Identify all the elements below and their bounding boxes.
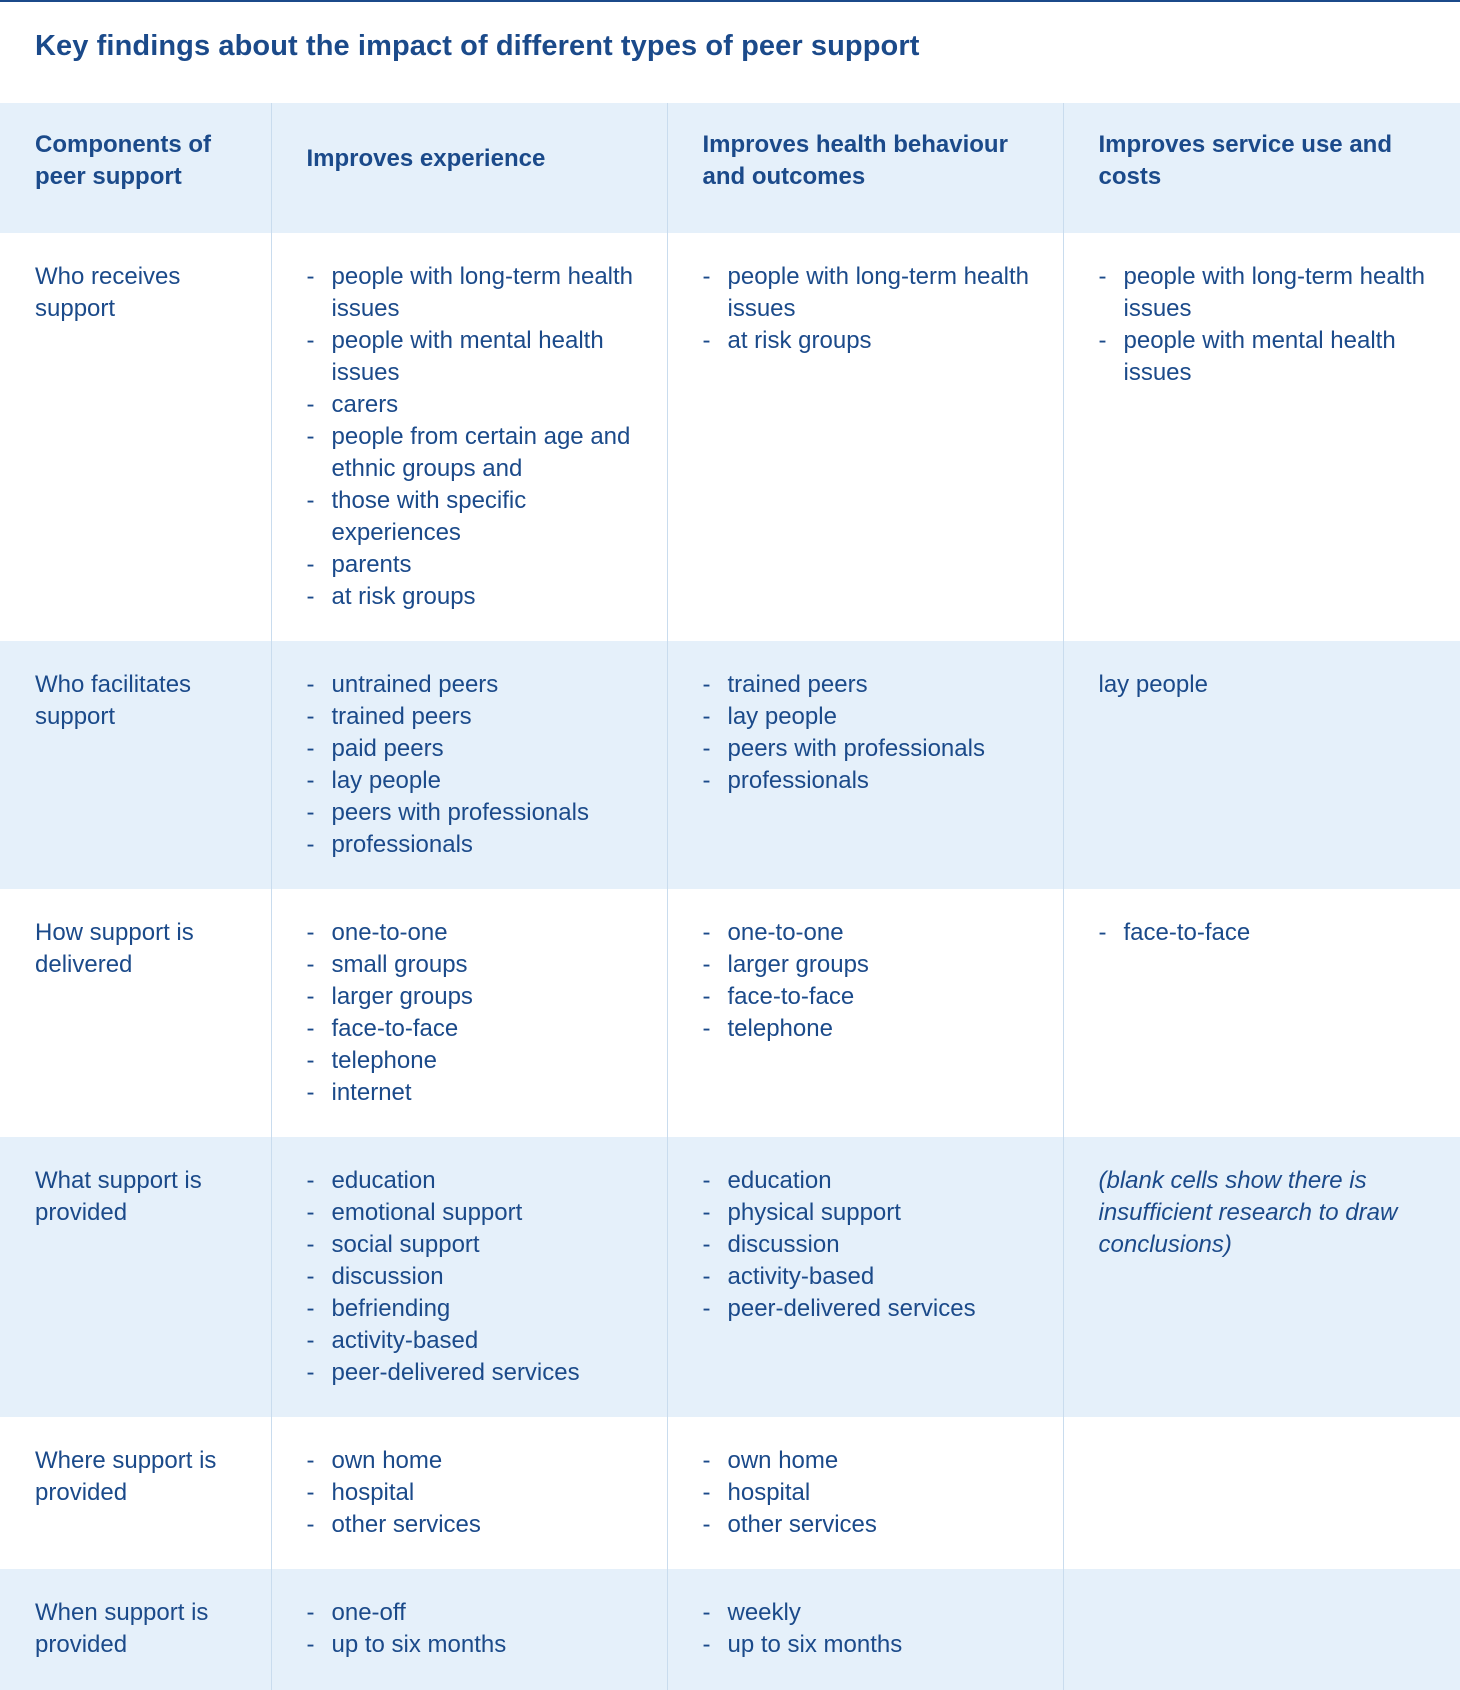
- list-item: - face-to-face: [307, 1013, 639, 1045]
- list-item: - peer-delivered services: [703, 1293, 1035, 1325]
- bullet-list: [703, 669, 1035, 797]
- row-label: Who facilitates support: [35, 671, 192, 730]
- table-row: [0, 1417, 1460, 1569]
- row-label: Where support is provided: [35, 1447, 217, 1506]
- list-item: - education: [703, 1165, 1035, 1197]
- list-item: - up to six months: [703, 1629, 1035, 1661]
- list-item: - paid peers: [307, 733, 639, 765]
- cell-service: [1063, 233, 1460, 641]
- bullet-list: [307, 669, 639, 861]
- list-item: - activity-based: [307, 1325, 639, 1357]
- cell-experience: [271, 641, 667, 889]
- cell-experience: [271, 1569, 667, 1690]
- header-components: Components of peer support: [35, 131, 211, 190]
- list-item: - social support: [307, 1229, 639, 1261]
- bullet-list: [307, 261, 639, 613]
- list-item: - people with mental health issues: [1099, 325, 1433, 389]
- list-item: - education: [307, 1165, 639, 1197]
- list-item: - peers with professionals: [307, 797, 639, 829]
- cell-experience: [271, 233, 667, 641]
- table-row: [0, 1137, 1460, 1417]
- list-item: - people with long-term health issues: [307, 261, 639, 325]
- list-item: - those with specific experiences: [307, 485, 639, 549]
- bullet-list: [703, 1165, 1035, 1325]
- findings-table: [0, 103, 1460, 1690]
- table-row: [0, 889, 1460, 1137]
- top-rule: [0, 0, 1460, 2]
- bullet-list: [1099, 917, 1433, 949]
- list-item: - people with long-term health issues: [1099, 261, 1433, 325]
- list-item: - peer-delivered services: [307, 1357, 639, 1389]
- list-item: - other services: [703, 1509, 1035, 1541]
- cell-service: [1063, 1569, 1460, 1690]
- list-item: - hospital: [703, 1477, 1035, 1509]
- bullet-list: [703, 1597, 1035, 1661]
- header-service: Improves service use and costs: [1063, 103, 1460, 233]
- list-item: - one-to-one: [703, 917, 1035, 949]
- list-item: - one-to-one: [307, 917, 639, 949]
- list-item: - discussion: [307, 1261, 639, 1293]
- bullet-list: [703, 261, 1035, 357]
- cell-health: [667, 641, 1063, 889]
- list-item: - lay people: [307, 765, 639, 797]
- cell-health: [667, 889, 1063, 1137]
- list-item: - emotional support: [307, 1197, 639, 1229]
- list-item: - up to six months: [307, 1629, 639, 1661]
- list-item: - telephone: [703, 1013, 1035, 1045]
- bullet-list: [307, 917, 639, 1109]
- list-item: - lay people: [703, 701, 1035, 733]
- bullet-list: [703, 917, 1035, 1045]
- list-item: - trained peers: [703, 669, 1035, 701]
- bullet-list: [703, 1445, 1035, 1541]
- header-health: Improves health behaviour and outcomes: [667, 103, 1063, 233]
- list-item: - weekly: [703, 1597, 1035, 1629]
- bullet-list: [307, 1165, 639, 1389]
- list-item: - befriending: [307, 1293, 639, 1325]
- list-item: - professionals: [307, 829, 639, 861]
- list-item: - physical support: [703, 1197, 1035, 1229]
- page-title: Key findings about the impact of different types of peer support: [35, 30, 920, 62]
- row-label: What support is provided: [35, 1167, 202, 1226]
- list-item: - face-to-face: [1099, 917, 1433, 949]
- list-item: - peers with professionals: [703, 733, 1035, 765]
- list-item: - trained peers: [307, 701, 639, 733]
- blank-cells-note: (blank cells show there is insufficient research to draw conclusions): [1098, 1167, 1398, 1258]
- header-row: [0, 103, 1460, 233]
- row-label: When support is provided: [35, 1599, 209, 1658]
- cell-service: [1063, 889, 1460, 1137]
- row-label: How support is delivered: [35, 919, 194, 978]
- list-item: - activity-based: [703, 1261, 1035, 1293]
- list-item: - own home: [307, 1445, 639, 1477]
- list-item: - own home: [703, 1445, 1035, 1477]
- cell-experience: [271, 1417, 667, 1569]
- cell-service: [1063, 641, 1460, 889]
- cell-experience: [271, 1137, 667, 1417]
- bullet-list: [307, 1445, 639, 1541]
- cell-service: [1063, 1137, 1460, 1417]
- list-item: - untrained peers: [307, 669, 639, 701]
- list-item: - people from certain age and ethnic groups and: [307, 421, 639, 485]
- table-row: [0, 641, 1460, 889]
- cell-health: [667, 233, 1063, 641]
- table-row: [0, 1569, 1460, 1690]
- list-item: - people with mental health issues: [307, 325, 639, 389]
- table-row: [0, 233, 1460, 641]
- list-item: - parents: [307, 549, 639, 581]
- list-item: - at risk groups: [703, 325, 1035, 357]
- list-item: - telephone: [307, 1045, 639, 1077]
- cell-health: [667, 1137, 1063, 1417]
- list-item: - small groups: [307, 949, 639, 981]
- list-item: - people with long-term health issues: [703, 261, 1035, 325]
- list-item: - other services: [307, 1509, 639, 1541]
- list-item: - hospital: [307, 1477, 639, 1509]
- cell-text: lay people: [1098, 671, 1208, 698]
- cell-health: [667, 1569, 1063, 1690]
- list-item: - discussion: [703, 1229, 1035, 1261]
- bullet-list: [307, 1597, 639, 1661]
- list-item: - larger groups: [307, 981, 639, 1013]
- list-item: - at risk groups: [307, 581, 639, 613]
- cell-health: [667, 1417, 1063, 1569]
- list-item: - professionals: [703, 765, 1035, 797]
- list-item: - internet: [307, 1077, 639, 1109]
- header-experience: Improves experience: [271, 103, 667, 233]
- list-item: - carers: [307, 389, 639, 421]
- cell-experience: [271, 889, 667, 1137]
- list-item: - one-off: [307, 1597, 639, 1629]
- list-item: - larger groups: [703, 949, 1035, 981]
- row-label: Who receives support: [35, 263, 181, 322]
- list-item: - face-to-face: [703, 981, 1035, 1013]
- bullet-list: [1099, 261, 1433, 389]
- cell-service: [1063, 1417, 1460, 1569]
